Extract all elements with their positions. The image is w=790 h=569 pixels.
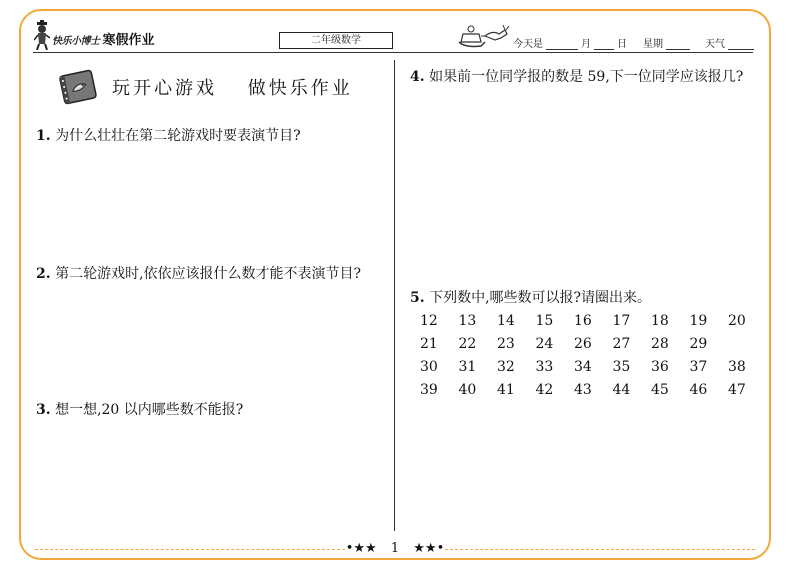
date-weather-line (513, 35, 757, 50)
question-5 (410, 286, 651, 310)
logo-script-text: 快乐小博士 (52, 36, 100, 47)
question-3-text: 想一想,20 以内哪些数不能报? (55, 402, 244, 418)
question-2-text: 第二轮游戏时,依依应该报什么数才能不表演节目? (55, 266, 362, 282)
question-2 (36, 262, 361, 286)
number-cell[interactable]: 33 (535, 358, 554, 375)
weekday-label: 星期 (643, 39, 663, 50)
question-1-number: 1. (36, 128, 51, 144)
number-cell[interactable]: 23 (497, 335, 515, 352)
number-cell[interactable]: 19 (689, 312, 708, 329)
number-grid (420, 309, 767, 401)
game-card-icon (58, 68, 98, 106)
number-cell[interactable]: 47 (728, 381, 746, 398)
number-cell[interactable]: 31 (458, 358, 477, 375)
weather-blank[interactable] (728, 38, 754, 50)
footer-stars-right: ★★• (413, 541, 445, 556)
number-cell[interactable]: 37 (689, 358, 708, 375)
number-cell[interactable]: 34 (574, 358, 592, 375)
section-banner (58, 68, 375, 106)
number-cell[interactable]: 46 (689, 381, 708, 398)
question-3 (36, 398, 243, 422)
weather-label: 天气 (705, 39, 725, 50)
number-cell[interactable]: 28 (651, 335, 669, 352)
day-label: 日 (617, 39, 627, 50)
number-cell[interactable]: 17 (612, 312, 631, 329)
number-cell[interactable]: 27 (612, 335, 631, 352)
column-divider (394, 60, 395, 531)
question-1-text: 为什么壮壮在第二轮游戏时要表演节目? (55, 128, 301, 144)
number-cell[interactable]: 29 (689, 335, 708, 352)
question-4 (410, 65, 760, 89)
number-cell[interactable]: 40 (458, 381, 477, 398)
number-cell[interactable]: 38 (728, 358, 746, 375)
number-cell[interactable]: 22 (458, 335, 477, 352)
question-4-text: 如果前一位同学报的数是 59,下一位同学应该报几? (429, 69, 744, 85)
day-blank[interactable] (594, 38, 614, 50)
question-2-number: 2. (36, 266, 51, 282)
weekday-blank[interactable] (666, 38, 690, 50)
question-5-number: 5. (410, 290, 425, 306)
doctor-figure-icon (34, 20, 50, 50)
number-cell[interactable]: 26 (574, 335, 592, 352)
number-cell[interactable]: 14 (497, 312, 515, 329)
number-cell[interactable]: 16 (574, 312, 592, 329)
number-cell[interactable]: 39 (420, 381, 438, 398)
number-cell[interactable]: 12 (420, 312, 438, 329)
footer-stars-left: •★★ (345, 541, 377, 556)
number-cell[interactable]: 45 (651, 381, 669, 398)
number-cell[interactable]: 20 (728, 312, 746, 329)
number-grid-row (420, 332, 767, 355)
page-footer (0, 541, 790, 556)
number-cell[interactable]: 24 (535, 335, 554, 352)
number-cell[interactable]: 15 (535, 312, 554, 329)
question-5-text: 下列数中,哪些数可以报?请圈出来。 (429, 290, 652, 306)
number-cell[interactable]: 32 (497, 358, 515, 375)
subject-label: 二年级数学 (279, 32, 393, 49)
number-cell[interactable]: 18 (651, 312, 669, 329)
number-grid-row (420, 378, 767, 401)
number-cell[interactable]: 43 (574, 381, 592, 398)
question-3-number: 3. (36, 402, 51, 418)
number-cell[interactable]: 35 (612, 358, 631, 375)
number-cell[interactable]: 21 (420, 335, 438, 352)
number-cell[interactable]: 36 (651, 358, 669, 375)
number-cell[interactable]: 41 (497, 381, 515, 398)
logo-title: 寒假作业 (102, 33, 155, 48)
number-cell[interactable]: 42 (535, 381, 554, 398)
page-number: 1 (390, 541, 400, 556)
number-cell[interactable]: 30 (420, 358, 438, 375)
sleigh-illustration-icon (455, 22, 511, 50)
brand-logo (34, 18, 155, 50)
banner-text-1: 玩开心游戏 (112, 78, 217, 99)
number-grid-row (420, 355, 767, 378)
month-blank[interactable] (546, 38, 578, 50)
number-grid-row (420, 309, 767, 332)
date-prefix: 今天是 (513, 39, 543, 50)
banner-text-2: 做快乐作业 (247, 78, 353, 99)
question-1 (36, 124, 301, 148)
header-rule (33, 52, 753, 53)
question-4-number: 4. (410, 69, 425, 85)
number-cell[interactable]: 13 (458, 312, 477, 329)
number-cell[interactable]: 44 (612, 381, 631, 398)
month-label: 月 (581, 39, 591, 50)
